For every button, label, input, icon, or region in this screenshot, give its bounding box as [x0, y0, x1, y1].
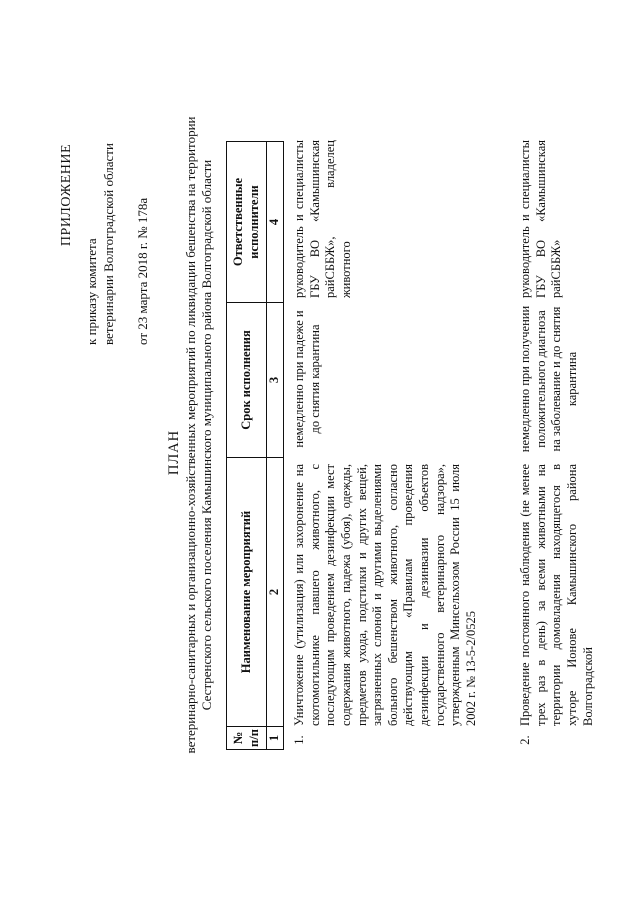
- appendix-heading: ПРИЛОЖЕНИЕ: [59, 143, 74, 247]
- row-action: Уничтожение (утилизация) или захоронение на скотомогильнике павшего животного, с последующим проведением дезинфекции мест содержания животного, падежа (убоя), одежды, предметов ухода, подстилки и других вещей, загрязненных слюной и другими выделениями больного бешенством животного, согласно действующим «Правилам проведения дезинфекции и дезинвазии объектов государственного ветеринарного надзора», утвержденным Минсельхозом России 15 июля 2002 г. № 13-5-2/0525: [292, 464, 478, 726]
- header-responsible: Ответственные исполнители: [227, 142, 267, 303]
- row-deadline: немедленно при падеже и до снятия карантина: [292, 310, 322, 448]
- plan-subtitle-line-2: Сестренского сельского поселения Камышинского муниципального района Волгоградской области: [199, 159, 215, 711]
- col-number-4: 4: [267, 142, 284, 303]
- row-deadline: немедленно при получении положительного диагноза на заболевание и до снятия карантина: [518, 305, 579, 453]
- plan-title: ПЛАН: [166, 429, 182, 476]
- header-num: № п/п: [227, 727, 267, 750]
- col-number-1: 1: [267, 727, 284, 750]
- row-responsible: руководитель и специалисты ГБУ ВО «Камышинская райСББЖ», владелец животного: [292, 140, 353, 298]
- appendix-block: [58, 45, 152, 345]
- appendix-line-1: к приказу комитета: [83, 238, 99, 345]
- col-number-2: 2: [267, 458, 284, 727]
- plan-subtitle: [183, 115, 216, 755]
- appendix-line-2: ветеринарии Волгоградской области: [100, 143, 116, 345]
- header-action: Наименование мероприятий: [227, 458, 267, 727]
- row-action: Проведение постоянного наблюдения (не менее трех раз в день) за всеми животными на территории домовладения находящегося в хуторе Ионове Камышинского района Волгоградской: [518, 464, 595, 726]
- appendix-date: от 23 марта 2018 г. № 178а: [135, 197, 151, 345]
- row-number: 1.: [292, 735, 306, 745]
- col-number-3: 3: [267, 303, 284, 458]
- header-deadline: Срок исполнения: [227, 303, 267, 458]
- plan-subtitle-line-1: ветеринарно-санитарных и организационно-хозяйственных мероприятий по ликвидации бешенства на территории: [183, 116, 198, 754]
- plan-table-header: [226, 141, 284, 750]
- row-number: 2.: [518, 735, 532, 745]
- row-responsible: руководитель и специалисты ГБУ ВО «Камышинская райСББЖ»: [518, 140, 564, 298]
